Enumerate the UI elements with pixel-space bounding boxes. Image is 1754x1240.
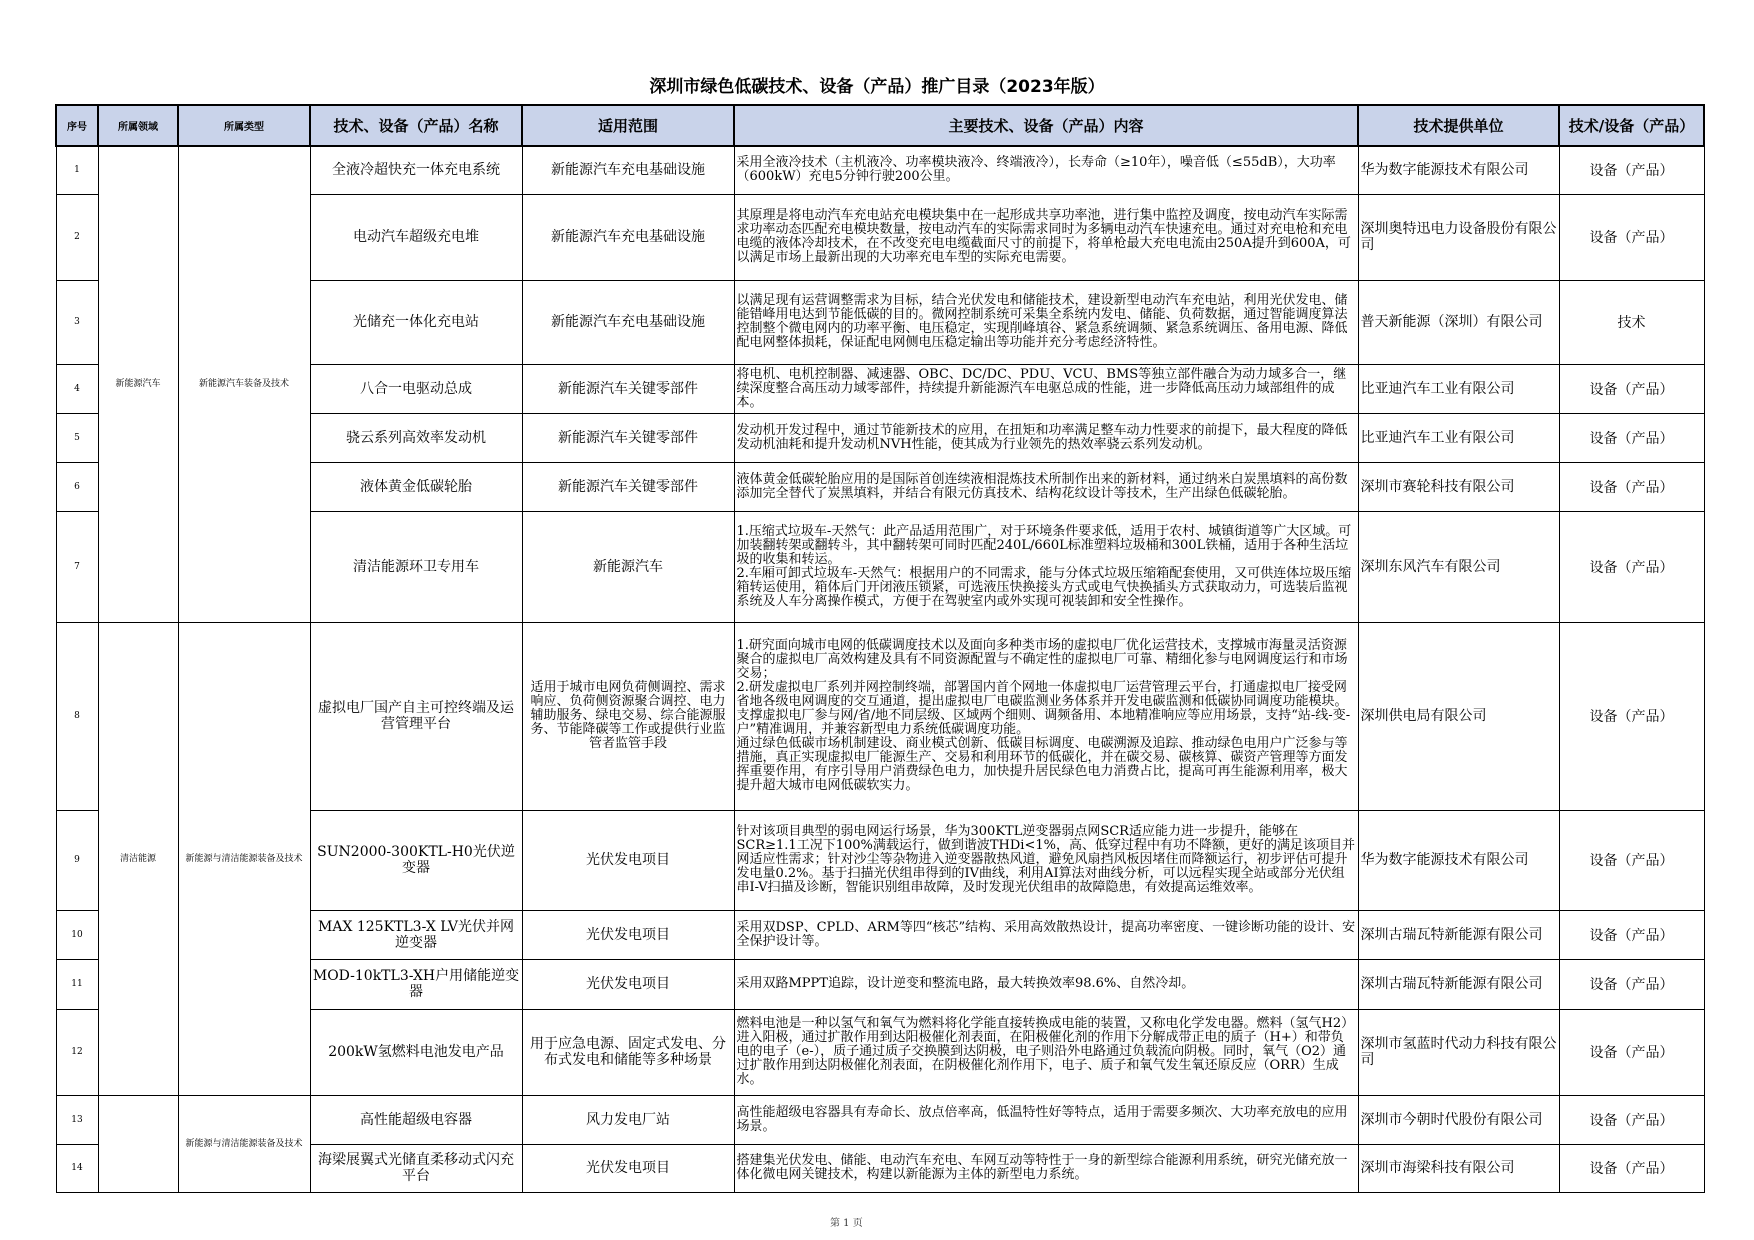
row-scope: 适用于城市电网负荷侧调控、需求响应、负荷侧资源聚合调控、电力辅助服务、绿电交易、综合能源服务、节能降碳等工作或提供行业监管者监管手段 [522,622,734,810]
header-content: 主要技术、设备（产品）内容 [734,105,1358,146]
field-cell: 清洁能源 [98,622,178,1095]
row-content-text: 以满足现有运营调整需求为目标，结合光伏发电和储能技术，建设新型电动汽车充电站，利用光伏发电、储能错峰用电达到节能低碳的目的。微网控制系统可采集全系统内发电、储能、负荷数据，通过智能调度算法控制整个微电网内的功率平衡、电压稳定，实现削峰填谷、紧急系统调频、紧急系统调压、备用电源、降低配电网整体损耗，保证配电网侧电压稳定输出等功能并充分考虑经济特性。 [736,293,1348,350]
row-content-text: 采用全液冷技术（主机液冷、功率模块液冷、终端液冷），长寿命（≥10年），噪音低（≤55dB），大功率（600kW）充电5分钟行驶200公里。 [736,155,1336,185]
row-seq: 14 [56,1144,98,1192]
header-category: 所属类型 [178,105,310,146]
row-content [734,810,1358,910]
row-name: MAX 125KTL3-X LV光伏并网逆变器 [310,910,522,959]
row-name: SUN2000-300KTL-H0光伏逆变器 [310,810,522,910]
row-content [734,511,1358,622]
row-seq: 3 [56,280,98,364]
row-name: 200kW氢燃料电池发电产品 [310,1009,522,1095]
row-name: 电动汽车超级充电堆 [310,194,522,280]
row-content [734,194,1358,280]
header-type: 技术/设备（产品） [1559,105,1704,146]
row-seq: 9 [56,810,98,910]
row-scope: 光伏发电项目 [522,959,734,1009]
row-provider: 华为数字能源技术有限公司 [1358,146,1559,194]
row-provider: 深圳奥特迅电力设备股份有限公司 [1358,194,1559,280]
row-type: 设备（产品） [1559,462,1704,511]
row-provider: 深圳市今朝时代股份有限公司 [1358,1095,1559,1144]
field-cell: 新能源汽车 [98,146,178,622]
row-scope: 新能源汽车充电基础设施 [522,280,734,364]
row-content-text: 其原理是将电动汽车充电站充电模块集中在一起形成共享功率池，进行集中监控及调度，按电动汽车实际需求功率动态匹配充电模块数量，按电动汽车的实际需求同时为多辆电动汽车快速充电。通过对充电枪和充电电缆的液体冷却技术，在不改变充电电缆截面尺寸的前提下，将单枪最大充电电流由250A提升到600A，可以满足市场上最新出现的大功率充电车型的实际充电需要。 [736,208,1351,265]
row-scope: 风力发电厂站 [522,1095,734,1144]
row-name: 虚拟电厂国产自主可控终端及运营管理平台 [310,622,522,810]
row-provider: 深圳市赛轮科技有限公司 [1358,462,1559,511]
row-scope: 光伏发电项目 [522,810,734,910]
row-provider: 华为数字能源技术有限公司 [1358,810,1559,910]
row-name: 清洁能源环卫专用车 [310,511,522,622]
row-type: 设备（产品） [1559,910,1704,959]
row-seq: 11 [56,959,98,1009]
row-type: 设备（产品） [1559,959,1704,1009]
row-type: 设备（产品） [1559,1009,1704,1095]
row-scope: 新能源汽车 [522,511,734,622]
row-provider: 深圳市海梁科技有限公司 [1358,1144,1559,1192]
row-provider: 普天新能源（深圳）有限公司 [1358,280,1559,364]
row-type: 技术 [1559,280,1704,364]
row-type: 设备（产品） [1559,622,1704,810]
row-content [734,910,1358,959]
row-content [734,146,1358,194]
row-content [734,413,1358,462]
category-cell: 新能源与清洁能源装备及技术 [178,1095,310,1192]
row-type: 设备（产品） [1559,194,1704,280]
row-name: 骁云系列高效率发动机 [310,413,522,462]
row-type: 设备（产品） [1559,1095,1704,1144]
row-type: 设备（产品） [1559,511,1704,622]
row-type: 设备（产品） [1559,146,1704,194]
row-content [734,1144,1358,1192]
table-row [56,146,1704,194]
row-scope: 新能源汽车关键零部件 [522,462,734,511]
row-scope: 新能源汽车关键零部件 [522,364,734,413]
row-scope: 用于应急电源、固定式发电、分布式发电和储能等多种场景 [522,1009,734,1095]
category-cell: 新能源汽车装备及技术 [178,146,310,622]
row-content [734,959,1358,1009]
row-name: 八合一电驱动总成 [310,364,522,413]
category-cell: 新能源与清洁能源装备及技术 [178,622,310,1095]
row-content-text: 将电机、电机控制器、减速器、OBC、DC/DC、PDU、VCU、BMS等独立部件融合为动力域多合一，继续深度整合高压动力域零部件，持续提升新能源汽车电驱总成的性能，进一步降低高压动力域部组件的成本。 [736,366,1347,410]
header-scope: 适用范围 [522,105,734,146]
row-seq: 7 [56,511,98,622]
row-provider: 深圳东风汽车有限公司 [1358,511,1559,622]
row-type: 设备（产品） [1559,413,1704,462]
catalog-table [55,104,1705,1193]
page-footer: 第 1 页 [830,1218,863,1229]
row-type: 设备（产品） [1559,810,1704,910]
row-content [734,1009,1358,1095]
row-content-text: 燃料电池是一种以氢气和氧气为燃料将化学能直接转换成电能的装置，又称电化学发电器。燃料（氢气H2）进入阳极，通过扩散作用到达阳极催化剂表面，在阳极催化剂的作用下分解成带正电的质子（H+）和带负电的电子（e-），质子通过质子交换膜到达阴极，电子则沿外电路通过负载流向阴极。同时，氧气（O2）通过扩散作用到达阴极催化剂表面，在阴极催化剂作用下，电子、质子和氧气发生氧还原反应（ORR）生成水。 [736,1016,1355,1087]
table-row [56,622,1704,810]
row-provider: 比亚迪汽车工业有限公司 [1358,413,1559,462]
row-name: 液体黄金低碳轮胎 [310,462,522,511]
row-name: MOD-10kTL3-XH户用储能逆变器 [310,959,522,1009]
table-header-row [56,105,1704,146]
row-scope: 新能源汽车充电基础设施 [522,194,734,280]
row-content-text: 针对该项目典型的弱电网运行场景，华为300KTL逆变器弱点网SCR适应能力进一步提升，能够在SCR≥1.1工况下100%满载运行，做到谐波THDi<1%，高、低穿过程中有功不降额，更好的满足该项目并网适应性需求；针对沙尘等杂物进入逆变器散热风道，避免风扇挡风板因堵住而降额运行，初步评估可提升发电量0.2%。基于扫描光伏组串得到的IV曲线，利用AI算法对曲线分析，可以远程实现全站或部分光伏组串I-V扫描及诊断，智能识别组串故障，及时发现光伏组串的故障隐患，有效提高运维效率。 [736,824,1355,895]
row-provider: 深圳市氢蓝时代动力科技有限公司 [1358,1009,1559,1095]
row-name: 光储充一体化充电站 [310,280,522,364]
row-seq: 4 [56,364,98,413]
row-content-text: 液体黄金低碳轮胎应用的是国际首创连续液相混炼技术所制作出来的新材料，通过纳米白炭黑填料的高份数添加完全替代了炭黑填料，并结合有限元仿真技术、结构花纹设计等技术，生产出绿色低碳轮胎。 [736,471,1348,501]
row-provider: 深圳供电局有限公司 [1358,622,1559,810]
header-provider: 技术提供单位 [1358,105,1559,146]
row-scope: 新能源汽车关键零部件 [522,413,734,462]
row-content-text: 1.压缩式垃圾车-天然气：此产品适用范围广，对于环境条件要求低，适用于农村、城镇街道等广大区域。可加装翻转架或翻转斗，其中翻转架可同时匹配240L/660L标准塑料垃圾桶和300L铁桶，适用于各种生活垃圾的收集和转运。 2.车厢可卸式垃圾车-天然气：根据用户的不同需求，能与分体式垃圾压缩箱配套使用，又可供连体垃圾压缩箱转运使用，箱体后门开闭液压锁紧，可选液压快换接头方式或电气快换插头方式获取动力，可选装后监视系统及人车分离操作模式，方便于在驾驶室内或外实现可视装卸和安全性操作。 [736,523,1352,609]
row-provider: 深圳古瑞瓦特新能源有限公司 [1358,910,1559,959]
row-content-text: 高性能超级电容器具有寿命长、放点倍率高，低温特性好等特点，适用于需要多频次、大功率充放电的应用场景。 [736,1104,1348,1134]
row-name: 海梁展翼式光储直柔移动式闪充平台 [310,1144,522,1192]
row-seq: 1 [56,146,98,194]
row-seq: 10 [56,910,98,959]
row-content-text: 1.研究面向城市电网的低碳调度技术以及面向多种类市场的虚拟电厂优化运营技术，支撑城市海量灵活资源聚合的虚拟电厂高效构建及具有不同资源配置与不确定性的虚拟电厂可靠、精细化参与电网调度运行和市场交易； 2.研发虚拟电厂系列并网控制终端，部署国内首个网地一体虚拟电厂运营管理云平台，打通虚拟电厂接受网省地各级电网调度的交互通道，提出虚拟电厂电碳监测业务体系并开发电碳监测和低碳协同调度功能模块。支撑虚拟电厂参与网/省/地不同层级、区域两个细则、调频备用、本地精准响应等应用场景，支持“站-线-变-户”精准调用，并兼容新型电力系统低碳调度功能。 通过绿色低碳市场机制建设、商业模式创新、低碳目标调度、电碳溯源及追踪、推动绿色电用户广泛参与等措施，真正实现虚拟电厂能源生产、交易和利用环节的低碳化，并在碳交易、碳核算、碳资产管理等方面发挥重要作用，有序引导用户消费绿色电力，加快提升居民绿色电力消费占比，提高可再生能源利用率，极大提升超大城市电网低碳软实力。 [736,638,1351,793]
row-seq: 6 [56,462,98,511]
row-seq: 12 [56,1009,98,1095]
page-title: 深圳市绿色低碳技术、设备（产品）推广目录（2023年版） [649,77,1105,97]
row-content [734,1095,1358,1144]
row-scope: 光伏发电项目 [522,1144,734,1192]
row-seq: 13 [56,1095,98,1144]
row-name: 全液冷超快充一体充电系统 [310,146,522,194]
row-content-text: 发动机开发过程中，通过节能新技术的应用，在扭矩和功率满足整车动力性要求的前提下，最大程度的降低发动机油耗和提升发动机NVH性能，使其成为行业领先的热效率骁云系列发动机。 [736,422,1348,452]
header-seq: 序号 [56,105,98,146]
field-cell [98,1095,178,1192]
row-content [734,462,1358,511]
row-content [734,622,1358,810]
row-content-text: 采用双DSP、CPLD、ARM等四“核芯”结构、采用高效散热设计，提高功率密度、一键诊断功能的设计、安全保护设计等。 [736,919,1356,949]
row-provider: 深圳古瑞瓦特新能源有限公司 [1358,959,1559,1009]
row-scope: 光伏发电项目 [522,910,734,959]
row-seq: 8 [56,622,98,810]
header-name: 技术、设备（产品）名称 [310,105,522,146]
row-scope: 新能源汽车充电基础设施 [522,146,734,194]
row-seq: 5 [56,413,98,462]
row-type: 设备（产品） [1559,1144,1704,1192]
row-seq: 2 [56,194,98,280]
row-provider: 比亚迪汽车工业有限公司 [1358,364,1559,413]
row-content [734,280,1358,364]
row-name: 高性能超级电容器 [310,1095,522,1144]
row-content [734,364,1358,413]
row-content-text: 搭建集光伏发电、储能、电动汽车充电、车网互动等特性于一身的新型综合能源利用系统，研究光储充放一体化微电网关键技术，构建以新能源为主体的新型电力系统。 [736,1153,1348,1182]
header-field: 所属领域 [98,105,178,146]
row-content-text: 采用双路MPPT追踪，设计逆变和整流电路，最大转换效率98.6%、自然冷却。 [736,976,1195,991]
row-type: 设备（产品） [1559,364,1704,413]
table-row [56,1095,1704,1144]
